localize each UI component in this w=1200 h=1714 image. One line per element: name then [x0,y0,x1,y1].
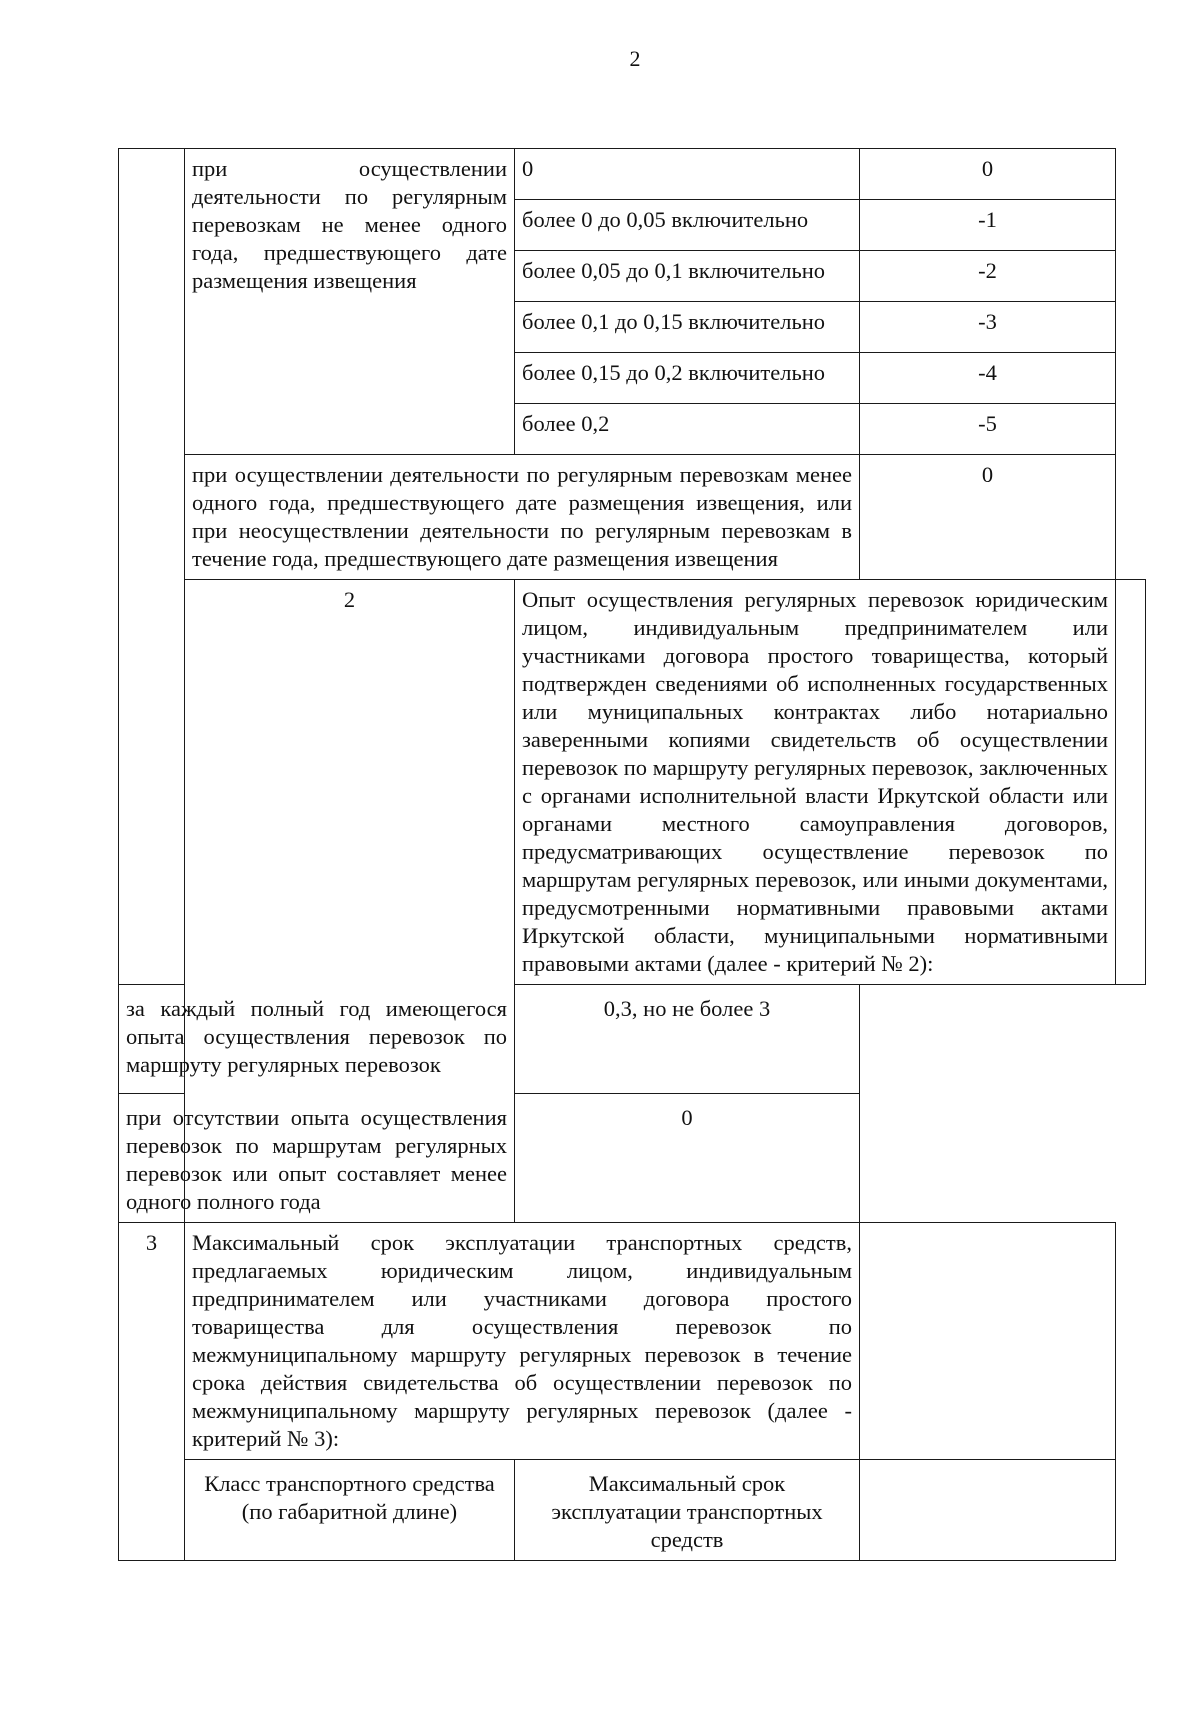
range-condition: более 0,15 до 0,2 включительно [515,353,860,404]
header-max-term: Максимальный срок эксплуатации транспортных средств [515,1460,860,1561]
range-condition: более 0,05 до 0,1 включительно [515,251,860,302]
criterion-3-title: Максимальный срок эксплуатации транспортных средств, предлагаемых юридическим лицом, индивидуальным предпринимателем или участниками договора простого товарищества для осуществления перевозок по межмуниципальному маршруту регулярных перевозок в течение срока действия свидетельства об осуществлении перевозок по межмуниципальному маршруту регулярных перевозок (далее - критерий № 3): [185,1223,860,1460]
range-score: -3 [860,302,1116,353]
table-row [119,985,1146,1094]
criterion-3-score-empty [860,1223,1116,1460]
criterion-2-title: Опыт осуществления регулярных перевозок юридическим лицом, индивидуальным предпринимателем или участниками договора простого товарищества, который подтвержден сведениями об исполненных государственных или муниципальных контрактах либо нотариально заверенными копиями свидетельств об осуществлении перевозок по маршруту регулярных перевозок, заключенных с органами исполнительной власти Иркутской области или органами местного самоуправления договоров, предусматривающих осуществление перевозок по маршрутам регулярных перевозок, или иными документами, предусмотренными нормативными правовыми актами Иркутской области, муниципальными нормативными правовыми актами (далее - критерий № 2): [515,580,1116,985]
table-row [119,580,1146,985]
table-row [119,149,1146,200]
table-row [119,1223,1146,1460]
criterion-2-sub1-score: 0,3, но не более 3 [515,985,860,1094]
range-score: 0 [860,149,1116,200]
criterion-1-sub2-description: при осуществлении деятельности по регулярным перевозкам менее одного года, предшествующего дате размещения извещения, или при неосуществлении деятельности по регулярным перевозкам в течение года, предшествующего дате размещения извещения [185,455,860,580]
criterion-3-number: 3 [119,1223,185,1561]
criterion-1-sub2-score: 0 [860,455,1116,580]
range-condition: более 0 до 0,05 включительно [515,200,860,251]
criterion-1-sub1-description: при осуществлении деятельности по регулярным перевозкам не менее одного года, предшествующего дате размещения извещения [185,149,515,455]
range-score: -1 [860,200,1116,251]
table-row [119,1094,1146,1223]
criteria-table [118,148,1146,1561]
range-score: -4 [860,353,1116,404]
criterion-2-number: 2 [185,580,515,1223]
range-condition: 0 [515,149,860,200]
header-vehicle-class: Класс транспортного средства (по габаритной длине) [185,1460,515,1561]
criterion-2-sub1-description: за каждый полный год имеющегося опыта осуществления перевозок по маршруту регулярных перевозок [119,985,515,1094]
table-row [119,1460,1146,1561]
criterion-2-score-empty [1116,580,1146,985]
table-row [119,455,1146,580]
criterion-2-sub2-score: 0 [515,1094,860,1223]
range-score: -2 [860,251,1116,302]
range-score: -5 [860,404,1116,455]
criterion-1-number-cell [119,149,185,985]
criterion-2-sub2-description: при отсутствии опыта осуществления перевозок по маршрутам регулярных перевозок или опыт составляет менее одного полного года [119,1094,515,1223]
range-condition: более 0,1 до 0,15 включительно [515,302,860,353]
page-number: 2 [629,46,641,71]
range-condition: более 0,2 [515,404,860,455]
header-empty-cell [860,1460,1116,1561]
